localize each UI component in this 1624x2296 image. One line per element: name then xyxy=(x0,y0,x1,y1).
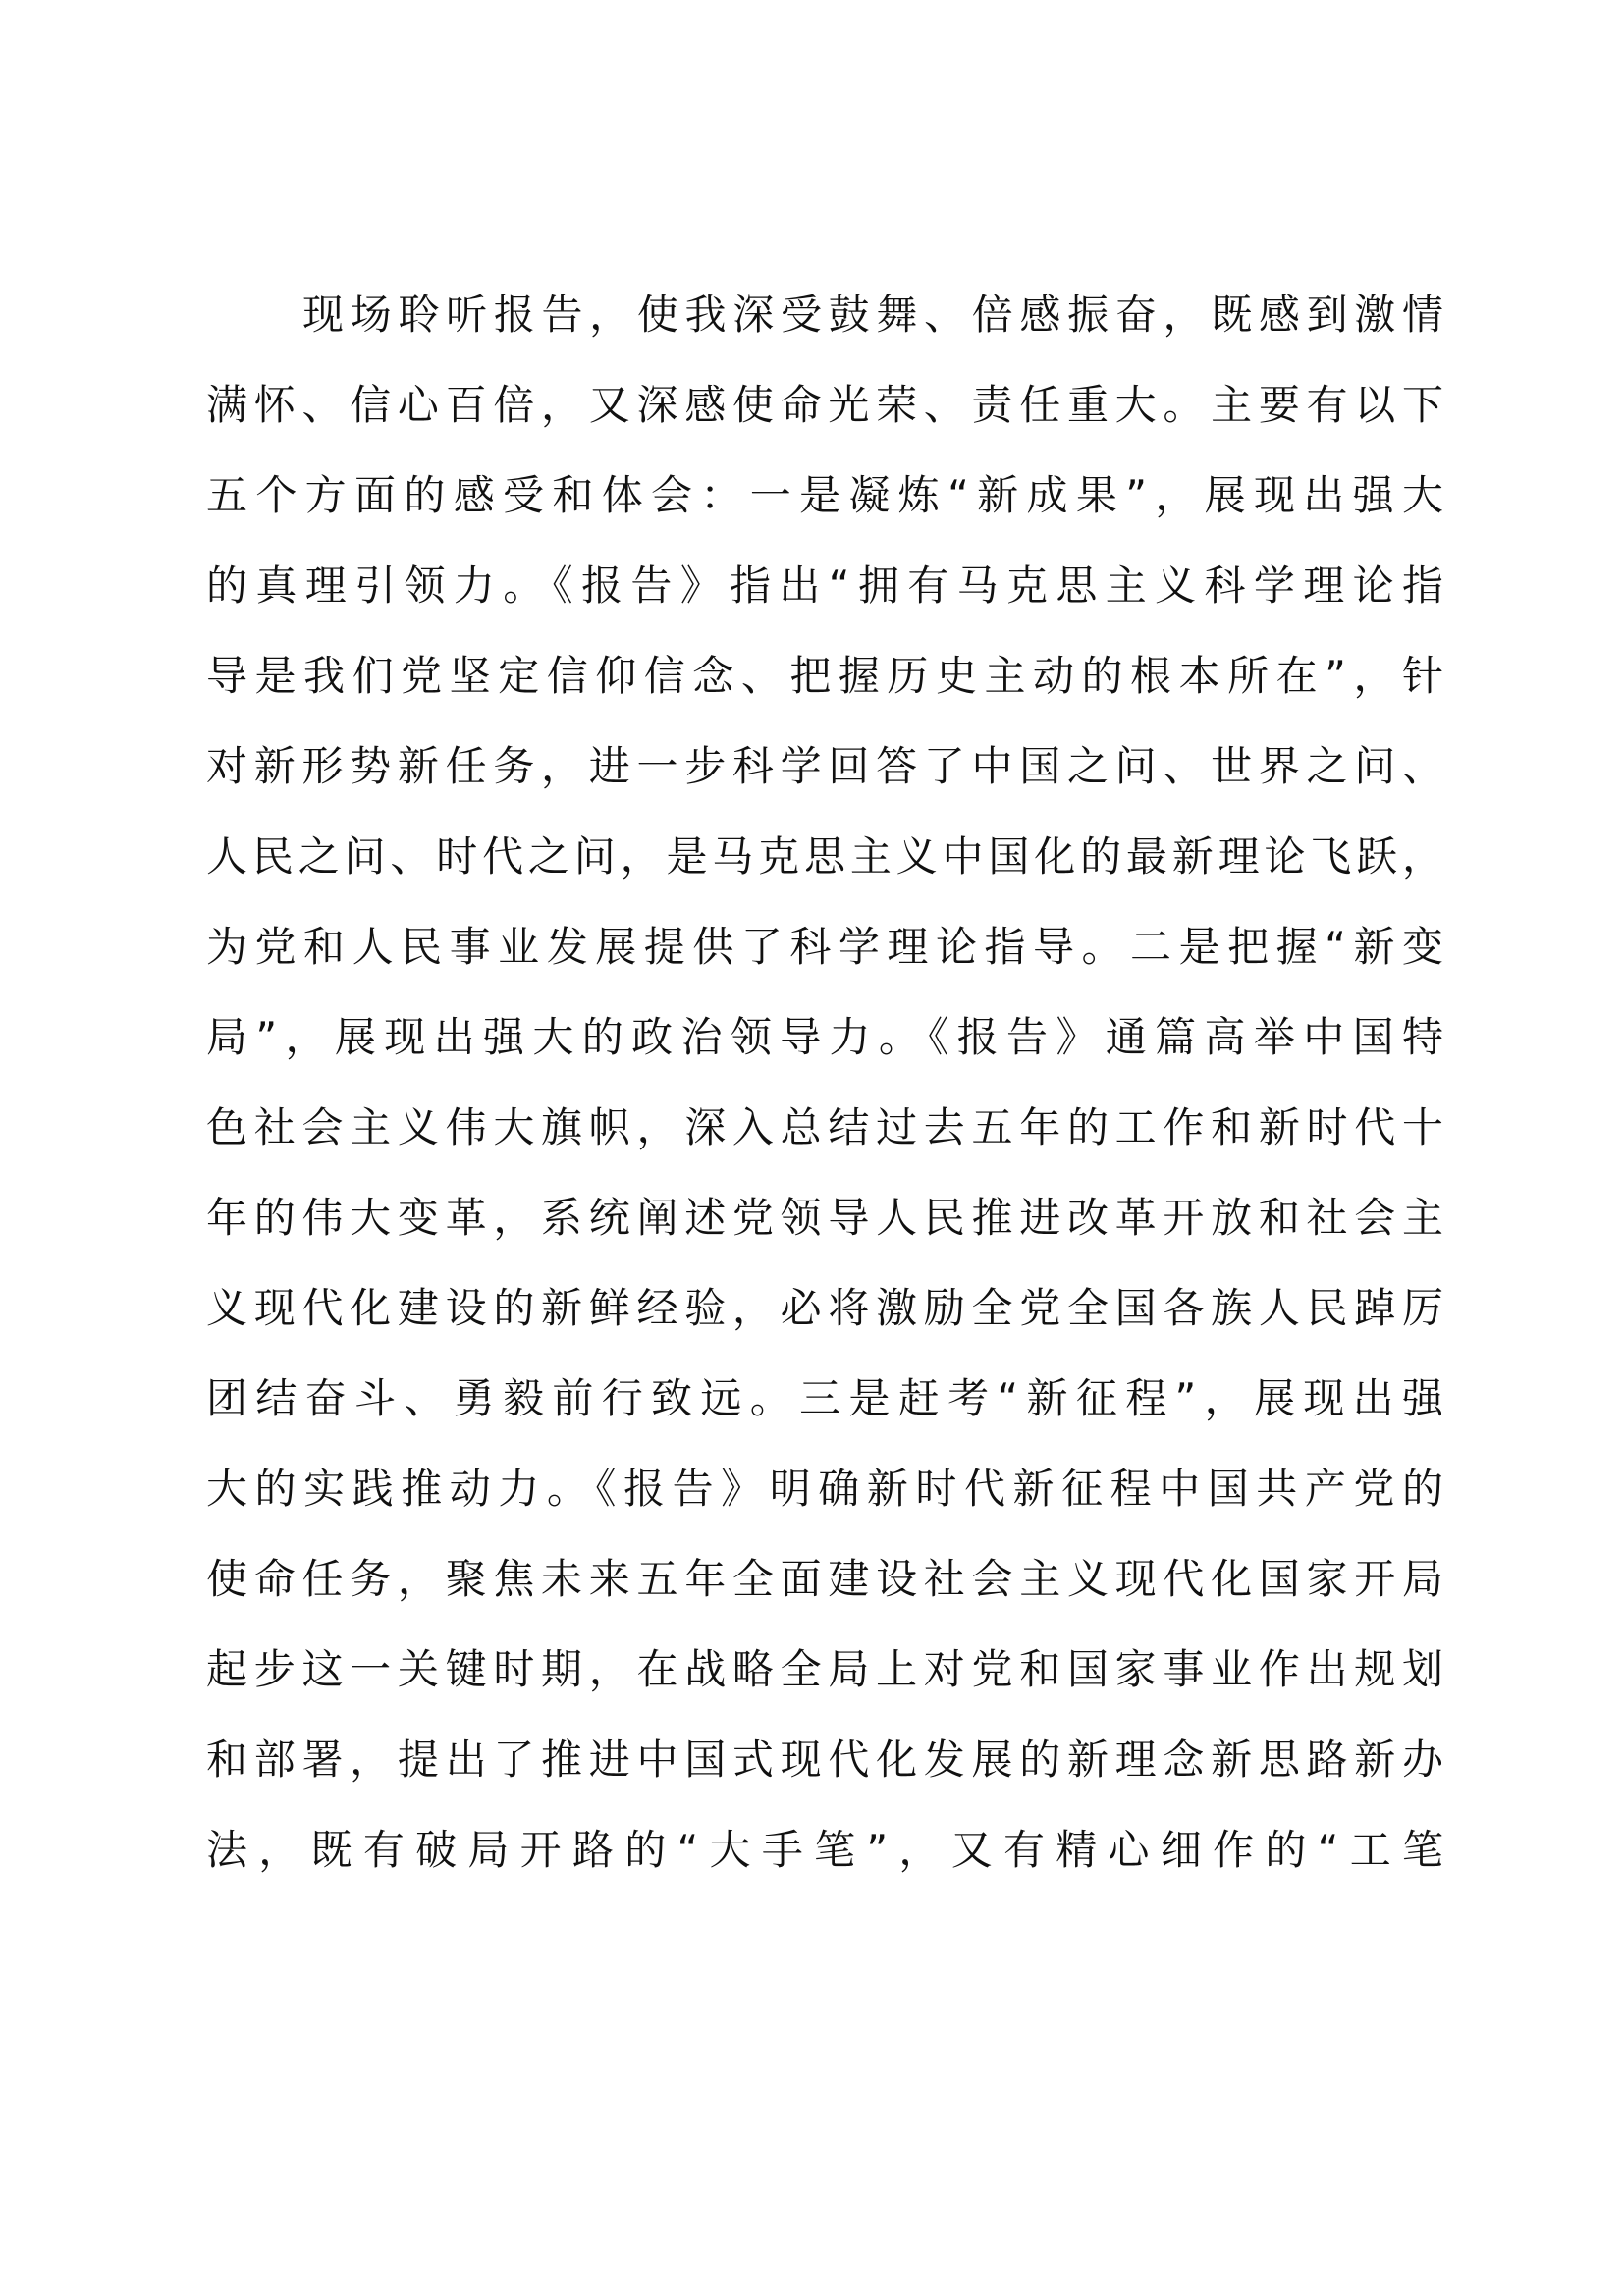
text-line: 年的伟大变革，系统阐述党领导人民推进改革开放和社会主 xyxy=(206,1194,1443,1242)
text-line: 人民之问、时代之问，是马克思主义中国化的最新理论飞跃， xyxy=(206,832,1443,881)
text-line: 色社会主义伟大旗帜，深入总结过去五年的工作和新时代十 xyxy=(206,1103,1443,1151)
text-line: 和部署，提出了推进中国式现代化发展的新理念新思路新办 xyxy=(206,1735,1443,1784)
text-line: 满怀、信心百倍，又深感使命光荣、责任重大。主要有以下 xyxy=(206,381,1443,429)
text-line: 使命任务，聚焦未来五年全面建设社会主义现代化国家开局 xyxy=(206,1555,1443,1603)
text-line: 导是我们党坚定信仰信念、把握历史主动的根本所在”，针 xyxy=(206,652,1443,700)
text-line: 法，既有破局开路的“大手笔”，又有精心细作的“工笔 xyxy=(206,1826,1443,1874)
text-line: 五个方面的感受和体会：一是凝炼“新成果”，展现出强大 xyxy=(206,471,1443,519)
text-line: 局”，展现出强大的政治领导力。《报告》通篇高举中国特 xyxy=(206,1013,1443,1061)
text-line: 团结奋斗、勇毅前行致远。三是赶考“新征程”，展现出强 xyxy=(206,1374,1443,1422)
body-paragraph xyxy=(206,270,1443,1896)
text-line: 义现代化建设的新鲜经验，必将激励全党全国各族人民踔厉 xyxy=(206,1284,1443,1332)
text-line: 起步这一关键时期，在战略全局上对党和国家事业作出规划 xyxy=(206,1645,1443,1693)
text-line: 大的实践推动力。《报告》明确新时代新征程中国共产党的 xyxy=(206,1465,1443,1513)
text-line: 的真理引领力。《报告》指出“拥有马克思主义科学理论指 xyxy=(206,561,1443,610)
text-line: 对新形势新任务，进一步科学回答了中国之问、世界之问、 xyxy=(206,742,1443,790)
text-line: 为党和人民事业发展提供了科学理论指导。二是把握“新变 xyxy=(206,923,1443,971)
text-line: 现场聆听报告，使我深受鼓舞、倍感振奋，既感到激情 xyxy=(302,291,1443,339)
